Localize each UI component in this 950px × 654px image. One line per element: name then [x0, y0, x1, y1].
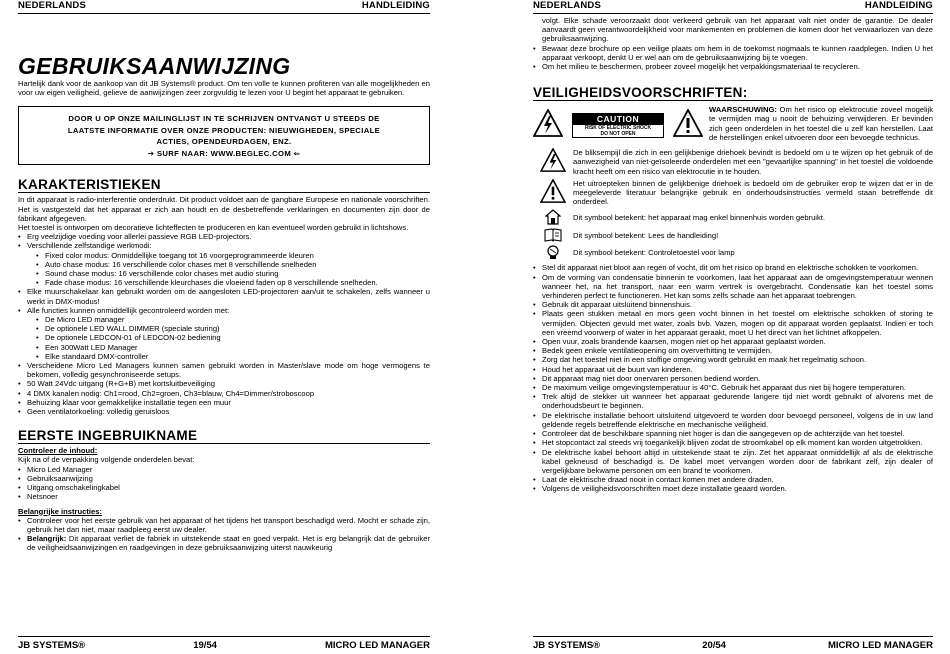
footer-brand: JB SYSTEMS® [533, 640, 601, 651]
list-item: • Stel dit apparaat niet bloot aan regen of vocht, dit om het risico op brand en elektrische schokken te voorkomen. [533, 263, 933, 272]
list-item: • Trek altijd de stekker uit wanneer het apparaat gedurende langere tijd niet wordt gebruikt of alvorens met de onderhoudsbeurt te beginnen. [533, 392, 933, 410]
list-item [18, 306, 430, 361]
list-item-text: Alle functies kunnen onmiddellijk gecontroleerd worden met: [27, 305, 230, 315]
list-item: • Gebruiksaanwijzing [18, 474, 430, 483]
sub-list [27, 251, 430, 288]
page-footer [533, 636, 933, 654]
important-list [18, 516, 430, 553]
list-item: • De maximum veilige omgevingstemperatuur is 40°C. Gebruik het apparaat dus niet bij hogere temperaturen. [533, 383, 933, 392]
footer-product: MICRO LED MANAGER [827, 640, 933, 651]
list-item: • Om het milieu te beschermen, probeer zoveel mogelijk het verpakkingsmateriaal te recycleren. [533, 62, 933, 71]
lightning-triangle-icon [533, 109, 563, 142]
sub-list-item: • Een 300Watt LED Manager [36, 343, 430, 352]
list-item: • Controleer dat de beschikbare spanning niet hoger is dan die aangegeven op de achterzijde van het toestel. [533, 429, 933, 438]
sub-list-item: • De optionele LED WALL DIMMER (speciale sturing) [36, 324, 430, 333]
symbol-description: Dit symbool betekent: Controletoestel voor lamp [573, 248, 735, 258]
sub-list-item: • Elke standaard DMX-controller [36, 352, 430, 361]
sub-list-item: • Fade chase modus: 16 verschillende kleurchases die vloeiend faden op 8 verschillende snelheden. [36, 278, 430, 287]
safety-list [533, 263, 933, 493]
warning-text [703, 105, 933, 142]
list-item: • Open vuur, zoals brandende kaarsen, mogen niet op het apparaat geplaatst worden. [533, 337, 933, 346]
contents-list [18, 465, 430, 502]
bold-label: Belangrijk: [27, 534, 67, 544]
box-line: LAATSTE INFORMATIE OVER ONZE PRODUCTEN: NIEUWIGHEDEN, SPECIALE [67, 125, 381, 135]
page-header [18, 0, 430, 14]
footer-brand: JB SYSTEMS® [18, 640, 86, 651]
list-item: • Micro Led Manager [18, 465, 430, 474]
list-item: • Bedek geen enkele ventilatieopening om oververhitting te vermijden. [533, 346, 933, 355]
list-item: • Het stopcontact zal steeds vrij toegankelijk blijven zodat de stroomkabel op elk moment kan worden uitgetrokken. [533, 438, 933, 447]
footer-page-number: 19/54 [193, 640, 217, 651]
box-line: ACTIES, OPENDEURDAGEN, ENZ. [156, 137, 292, 147]
paragraph: In dit apparaat is radio-interferentie onderdrukt. Dit product voldoet aan de gangbare Europese en nationale voorschriften. Het is vastgesteld dat het apparaat er zich aan houdt en de desbetreffende verklaringen en documenten zijn door de fabrikant afgegeven. [18, 195, 430, 223]
page-footer [18, 636, 430, 654]
header-language: NEDERLANDS [533, 0, 601, 11]
mailinglist-box [18, 106, 430, 165]
sub-list-item: • Auto chase modus: 16 verschillende color chases met 8 verschillende snelheden [36, 260, 430, 269]
list-item: • Gebruik dit apparaat uitsluitend binnenshuis. [533, 300, 933, 309]
caution-graphic [533, 105, 703, 145]
list-item [18, 534, 430, 552]
list-item: • Elke muurschakelaar kan gebruikt worden om de aangesloten LED-projectoren aan/uit te schakelen, zelfs wanneer u werkt in DMX-modus! [18, 287, 430, 305]
subheading-important: Belangrijke instructies: [18, 506, 102, 516]
indoor-house-icon [533, 209, 573, 225]
page-title: GEBRUIKSAANWIJZING [18, 53, 291, 79]
lamp-control-icon [533, 245, 573, 260]
list-item: • Zorg dat het toestel niet in een stoffige omgeving wordt gebruikt en maak het regelmatig schoon. [533, 355, 933, 364]
list-item: • Dit apparaat mag niet door onervaren personen bediend worden. [533, 374, 933, 383]
caution-line: DO NOT OPEN [600, 130, 636, 137]
symbol-row [533, 179, 933, 207]
list-item: • Geen ventilatorkoeling: volledig geruisloos [18, 407, 430, 416]
list-item: • Bewaar deze brochure op een veilige plaats om hem in de toekomst nogmaals te kunnen raadplegen. Indien U het apparaat verkoopt, denkt U er wel aan om de gebruiksaanwijzing bij te voegen. [533, 44, 933, 62]
symbol-row [533, 148, 933, 176]
sub-list-item: • Fixed color modus: Onmiddellijke toegang tot 16 voorgeprogrammeerde kleuren [36, 251, 430, 260]
list-item: • Volgens de veiligheidsvoorschriften moet deze installatie geaard worden. [533, 484, 933, 493]
list-item: • Controleer voor het eerste gebruik van het apparaat of het tijdens het transport beschadigd werd. Mocht er schade zijn, gebruik het dan niet, maar raadpleeg eerst uw dealer. [18, 516, 430, 534]
footer-product: MICRO LED MANAGER [324, 640, 430, 651]
left-page [18, 0, 430, 654]
list-item: • 4 DMX kanalen nodig: Ch1=rood, Ch2=groen, Ch3=blauw, Ch4=Dimmer/stroboscoop [18, 389, 430, 398]
paragraph: Kijk na of de verpakking volgende onderdelen bevat: [18, 455, 195, 465]
symbol-description: Dit symbool betekent: Lees de handleiding! [573, 231, 719, 241]
section-heading-characteristics: KARAKTERISTIEKEN [18, 177, 430, 193]
list-item: • Verscheidene Micro Led Managers kunnen samen gebruikt worden in Master/slave mode om hoge vermogens te bekomen, volledig gesynchroniseerde setups. [18, 361, 430, 379]
subheading-contents: Controleer de inhoud: [18, 446, 98, 456]
header-manual: HANDLEIDING [361, 0, 430, 11]
sub-list [27, 315, 430, 361]
list-item: • Om de vorming van condensatie binnenin te voorkomen, laat het apparaat aan de omgevingstemperatuur wennen wanneer het, na het transport, naar een warm vertrek is overgebracht. Condensatie kan het toestel soms verhinderen perfect te functioneren. Het kan soms zelfs schade aan het apparaat toebrengen. [533, 273, 933, 301]
sub-list-item: • De Micro LED manager [36, 315, 430, 324]
sub-list-item: • De optionele LEDCON-01 of LEDCON-02 bediening [36, 333, 430, 342]
symbol-row [533, 209, 933, 225]
warning-body: Om het risico op elektrocutie zoveel mogelijk te vermijden mag u nooit de behuizing verwijderen. Er bevinden zich geen onderdelen in het toestel die u zelf kan herstellen. Laat de herstellingen enkel uitvoeren door een bevoegde technicus. [709, 105, 933, 142]
list-item: • 50 Watt 24Vdc uitgang (R+G+B) met kortsluitbeveiliging [18, 379, 430, 388]
list-item: • Behuizing klaar voor gemakkelijke installatie tegen een muur [18, 398, 430, 407]
caution-title: CAUTION [573, 114, 663, 125]
list-item: • Laat de elektrische draad nooit in contact komen met andere draden. [533, 475, 933, 484]
read-manual-icon [533, 228, 573, 242]
list-item-text: Verschillende zelfstandige werkmodi: [27, 241, 152, 251]
intro-paragraph: Hartelijk dank voor de aankoop van dit JB Systems® product. Om ten volle te kunnen profiteren van alle mogelijkheden en voor uw eigen veiligheid, gelieve de aanwijzingen zeer zorgvuldig te lezen voor U begint het apparaat te gebruiken. [18, 79, 430, 98]
section-heading-safety: VEILIGHEIDSVOORSCHRIFTEN: [533, 85, 933, 101]
continued-paragraph: volgt. Elke schade veroorzaakt door verkeerd gebruik van het apparaat valt niet onder de garantie. De dealer aanvaardt geen verantwoordelijkheid voor mankementen en problemen die komen door het verwaarlozen van deze gebruiksaanwijzing. [542, 16, 933, 44]
list-item: • Houd het apparaat uit de buurt van kinderen. [533, 365, 933, 374]
list-item: • De elektrische kabel behoort altijd in uitstekende staat te zijn. Zet het apparaat onmiddellijk af als de elektrische kabel gekneusd of beschadigd is. De kabel moet vervangen worden door de fabrikant zelf, zijn dealer of vergelijkbare bekwame personen om een brand te voorkomen. [533, 448, 933, 476]
symbol-row [533, 245, 933, 260]
list-item: • Netsnoer [18, 492, 430, 501]
footer-page-number: 20/54 [702, 640, 726, 651]
list-item [18, 241, 430, 287]
caution-label [572, 113, 664, 138]
list-item: • Plaats geen stukken metaal en mors geen vocht binnen in het toestel om elektrische schokken of storing te vermijden. Objecten gevuld met water, zoals bvb. Vazen, mogen op dit apparaat worden geplaatst. Indien er toch een vreemd voorwerp of water in het apparaat geraakt, moet U het direct van het lichtnet afkoppelen. [533, 309, 933, 337]
box-line: DOOR U OP ONZE MAILINGLIJST IN TE SCHRIJVEN ONTVANGT U STEEDS DE [68, 114, 380, 124]
symbol-description: Het uitroepteken binnen de gelijkbenige driehoek is bedoeld om de gebruiker erop te wijzen dat er in de meegeleverde literatuur belangrijke gebruik en onderhoudsinstructies vermeld staan betreffende dit onderdeel. [573, 178, 933, 207]
header-manual: HANDLEIDING [864, 0, 933, 11]
right-page [533, 0, 933, 654]
list-item: • De elektrische installatie behoort uitsluitend uitgevoerd te worden door bevoegd personeel, volgens de in uw land geldende regels betreffende elektrische en mechanische veiligheid. [533, 411, 933, 429]
box-url-line: ➔ SURF NAAR: WWW.BEGLEC.COM ⇐ [147, 148, 301, 158]
paragraph: Het toestel is ontworpen om decoratieve lichteffecten te produceren en kan eventueel worden gebruikt in lichtshows. [18, 223, 409, 233]
list-item-text: Dit apparaat verliet de fabriek in uitstekende staat en goed verpakt. Het is erg belangrijk dat de gebruiker de veiligheidsaanwijzingen en raadgevingen in deze gebruiksaanwijzing uiterst nauwkeurig [27, 534, 430, 553]
symbol-description: Dit symbool betekent: het apparaat mag enkel binnenhuis worden gebruikt. [573, 213, 826, 223]
header-language: NEDERLANDS [18, 0, 86, 11]
warning-label: WAARSCHUWING: [709, 105, 777, 115]
list-item: • Uitgang omschakelingkabel [18, 483, 430, 492]
section-heading-first-use: EERSTE INGEBRUIKNAME [18, 428, 430, 444]
caution-block [533, 105, 933, 145]
symbol-description: De bliksempijl die zich in een gelijkbenige driehoek bevindt is bedoeld om u te wijzen op het gebruik of de aanwezigheid van niet-geïsoleerde onderdelen met een "gevaarlijke spanning" in het toestel die voldoende kracht heeft om een risico van elektrocutie in te houden. [573, 148, 933, 176]
exclamation-triangle-icon [533, 179, 573, 203]
lightning-triangle-icon [533, 148, 573, 172]
sub-list-item: • Sound chase modus: 16 verschillende color chases met audio sturing [36, 269, 430, 278]
exclamation-triangle-icon [673, 109, 703, 142]
symbol-row [533, 228, 933, 242]
page-header [533, 0, 933, 14]
list-item: • Erg veelzijdige voeding voor allerlei passieve RGB LED-projectors. [18, 232, 430, 241]
storage-list [533, 44, 933, 72]
caution-line: RISK OF ELECTRIC SHOCK [584, 124, 652, 131]
feature-list [18, 232, 430, 416]
